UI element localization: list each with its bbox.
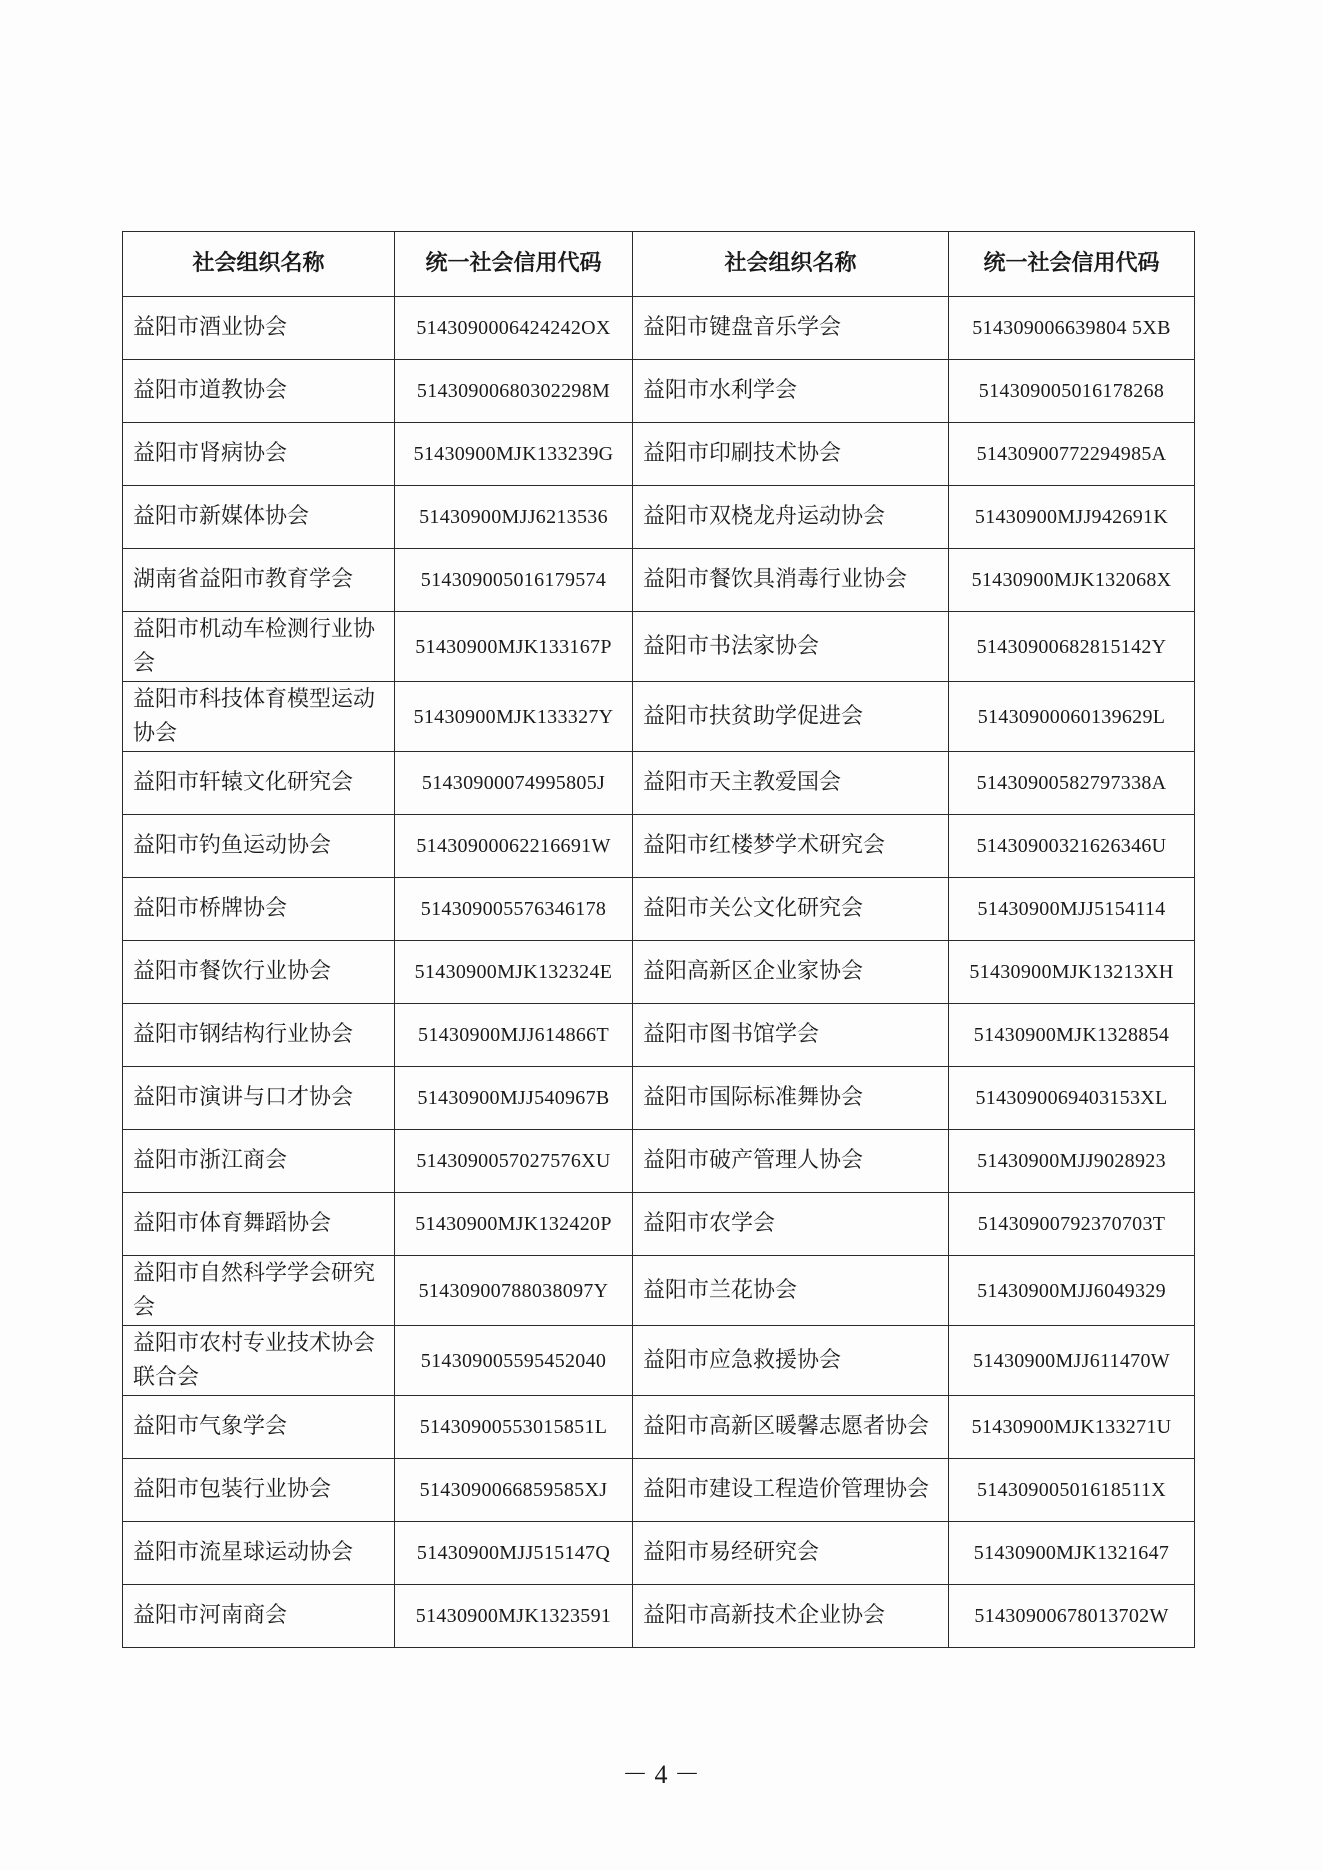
credit-code-cell: 51430900682815142Y (949, 612, 1195, 682)
table-row (123, 612, 1195, 682)
table-row (123, 682, 1195, 752)
credit-code-cell: 51430900MJK13213XH (949, 941, 1195, 1004)
org-name-cell: 益阳高新区企业家协会 (633, 941, 949, 1004)
table-row (123, 752, 1195, 815)
credit-code-cell: 514309005016179574 (395, 549, 633, 612)
org-name-cell: 益阳市科技体育模型运动协会 (123, 682, 395, 752)
table-body (123, 297, 1195, 1648)
org-name-cell: 益阳市演讲与口才协会 (123, 1067, 395, 1130)
credit-code-cell: 51430900MJJ5154114 (949, 878, 1195, 941)
credit-code-cell: 51430900MJJ540967B (395, 1067, 633, 1130)
credit-code-cell: 51430900060139629L (949, 682, 1195, 752)
credit-code-cell: 514309006639804 5XB (949, 297, 1195, 360)
credit-code-cell: 514309005595452040 (395, 1326, 633, 1396)
credit-code-cell: 5143090006424242OX (395, 297, 633, 360)
org-name-cell: 益阳市自然科学学会研究会 (123, 1256, 395, 1326)
org-name-cell: 益阳市酒业协会 (123, 297, 395, 360)
credit-code-cell: 51430900MJJ942691K (949, 486, 1195, 549)
table-row (123, 1522, 1195, 1585)
org-name-cell: 益阳市图书馆学会 (633, 1004, 949, 1067)
org-name-cell: 益阳市红楼梦学术研究会 (633, 815, 949, 878)
credit-code-cell: 51430900788038097Y (395, 1256, 633, 1326)
header-org-name-right: 社会组织名称 (633, 232, 949, 297)
org-name-cell: 益阳市印刷技术协会 (633, 423, 949, 486)
table-row (123, 878, 1195, 941)
credit-code-cell: 51430900MJK1328854 (949, 1004, 1195, 1067)
credit-code-cell: 5143090069403153XL (949, 1067, 1195, 1130)
org-name-cell: 益阳市肾病协会 (123, 423, 395, 486)
credit-code-cell: 51430900MJK133271U (949, 1396, 1195, 1459)
page-number: － 4 － (621, 1760, 700, 1789)
org-name-cell: 益阳市流星球运动协会 (123, 1522, 395, 1585)
table-row (123, 1004, 1195, 1067)
credit-code-cell: 51430900MJK1321647 (949, 1522, 1195, 1585)
org-name-cell: 益阳市河南商会 (123, 1585, 395, 1648)
table-row (123, 1130, 1195, 1193)
credit-code-cell: 514309005016178268 (949, 360, 1195, 423)
table-row (123, 1067, 1195, 1130)
table-row (123, 1459, 1195, 1522)
org-name-cell: 湖南省益阳市教育学会 (123, 549, 395, 612)
org-name-cell: 益阳市新媒体协会 (123, 486, 395, 549)
org-name-cell: 益阳市农村专业技术协会联合会 (123, 1326, 395, 1396)
credit-code-cell: 51430900MJK133167P (395, 612, 633, 682)
credit-code-cell: 514309005576346178 (395, 878, 633, 941)
credit-code-cell: 51430900321626346U (949, 815, 1195, 878)
org-name-cell: 益阳市道教协会 (123, 360, 395, 423)
credit-code-cell: 51430900MJK132068X (949, 549, 1195, 612)
credit-code-cell: 5143090066859585XJ (395, 1459, 633, 1522)
org-name-cell: 益阳市包装行业协会 (123, 1459, 395, 1522)
credit-code-cell: 5143090057027576XU (395, 1130, 633, 1193)
credit-code-cell: 51430900501618511X (949, 1459, 1195, 1522)
org-name-cell: 益阳市建设工程造价管理协会 (633, 1459, 949, 1522)
org-name-cell: 益阳市体育舞蹈协会 (123, 1193, 395, 1256)
credit-code-cell: 51430900MJK1323591 (395, 1585, 633, 1648)
credit-code-cell: 51430900MJJ515147Q (395, 1522, 633, 1585)
table-row (123, 941, 1195, 1004)
credit-code-cell: 51430900062216691W (395, 815, 633, 878)
org-name-cell: 益阳市轩辕文化研究会 (123, 752, 395, 815)
credit-code-cell: 51430900MJK132420P (395, 1193, 633, 1256)
org-name-cell: 益阳市桥牌协会 (123, 878, 395, 941)
table-row (123, 486, 1195, 549)
org-name-cell: 益阳市书法家协会 (633, 612, 949, 682)
credit-code-cell: 51430900772294985A (949, 423, 1195, 486)
table-row (123, 1585, 1195, 1648)
table-row (123, 549, 1195, 612)
credit-code-cell: 51430900680302298M (395, 360, 633, 423)
org-name-cell: 益阳市机动车检测行业协会 (123, 612, 395, 682)
credit-code-cell: 51430900MJK133239G (395, 423, 633, 486)
table-row (123, 815, 1195, 878)
credit-code-cell: 51430900MJK132324E (395, 941, 633, 1004)
credit-code-cell: 51430900792370703T (949, 1193, 1195, 1256)
table-row (123, 423, 1195, 486)
org-name-cell: 益阳市天主教爱国会 (633, 752, 949, 815)
credit-code-cell: 51430900582797338A (949, 752, 1195, 815)
header-credit-code-left: 统一社会信用代码 (395, 232, 633, 297)
table-row (123, 1396, 1195, 1459)
org-name-cell: 益阳市高新区暖馨志愿者协会 (633, 1396, 949, 1459)
organization-registry-table (122, 231, 1195, 1648)
header-credit-code-right: 统一社会信用代码 (949, 232, 1195, 297)
table-row (123, 297, 1195, 360)
org-name-cell: 益阳市农学会 (633, 1193, 949, 1256)
credit-code-cell: 51430900MJJ6213536 (395, 486, 633, 549)
org-name-cell: 益阳市浙江商会 (123, 1130, 395, 1193)
credit-code-cell: 51430900678013702W (949, 1585, 1195, 1648)
table-row (123, 1326, 1195, 1396)
org-name-cell: 益阳市餐饮具消毒行业协会 (633, 549, 949, 612)
org-name-cell: 益阳市钢结构行业协会 (123, 1004, 395, 1067)
org-name-cell: 益阳市扶贫助学促进会 (633, 682, 949, 752)
credit-code-cell: 51430900MJJ611470W (949, 1326, 1195, 1396)
org-name-cell: 益阳市高新技术企业协会 (633, 1585, 949, 1648)
org-name-cell: 益阳市易经研究会 (633, 1522, 949, 1585)
credit-code-cell: 51430900MJK133327Y (395, 682, 633, 752)
table-row (123, 1256, 1195, 1326)
org-name-cell: 益阳市水利学会 (633, 360, 949, 423)
org-name-cell: 益阳市应急救援协会 (633, 1326, 949, 1396)
credit-code-cell: 51430900553015851L (395, 1396, 633, 1459)
credit-code-cell: 51430900MJJ6049329 (949, 1256, 1195, 1326)
table-row (123, 1193, 1195, 1256)
org-name-cell: 益阳市钓鱼运动协会 (123, 815, 395, 878)
org-name-cell: 益阳市关公文化研究会 (633, 878, 949, 941)
table-header-row (123, 232, 1195, 297)
credit-code-cell: 51430900074995805J (395, 752, 633, 815)
header-org-name-left: 社会组织名称 (123, 232, 395, 297)
org-name-cell: 益阳市餐饮行业协会 (123, 941, 395, 1004)
credit-code-cell: 51430900MJJ9028923 (949, 1130, 1195, 1193)
org-name-cell: 益阳市破产管理人协会 (633, 1130, 949, 1193)
org-name-cell: 益阳市双桡龙舟运动协会 (633, 486, 949, 549)
credit-code-cell: 51430900MJJ614866T (395, 1004, 633, 1067)
table-row (123, 360, 1195, 423)
org-name-cell: 益阳市气象学会 (123, 1396, 395, 1459)
org-name-cell: 益阳市键盘音乐学会 (633, 297, 949, 360)
org-name-cell: 益阳市兰花协会 (633, 1256, 949, 1326)
org-name-cell: 益阳市国际标准舞协会 (633, 1067, 949, 1130)
